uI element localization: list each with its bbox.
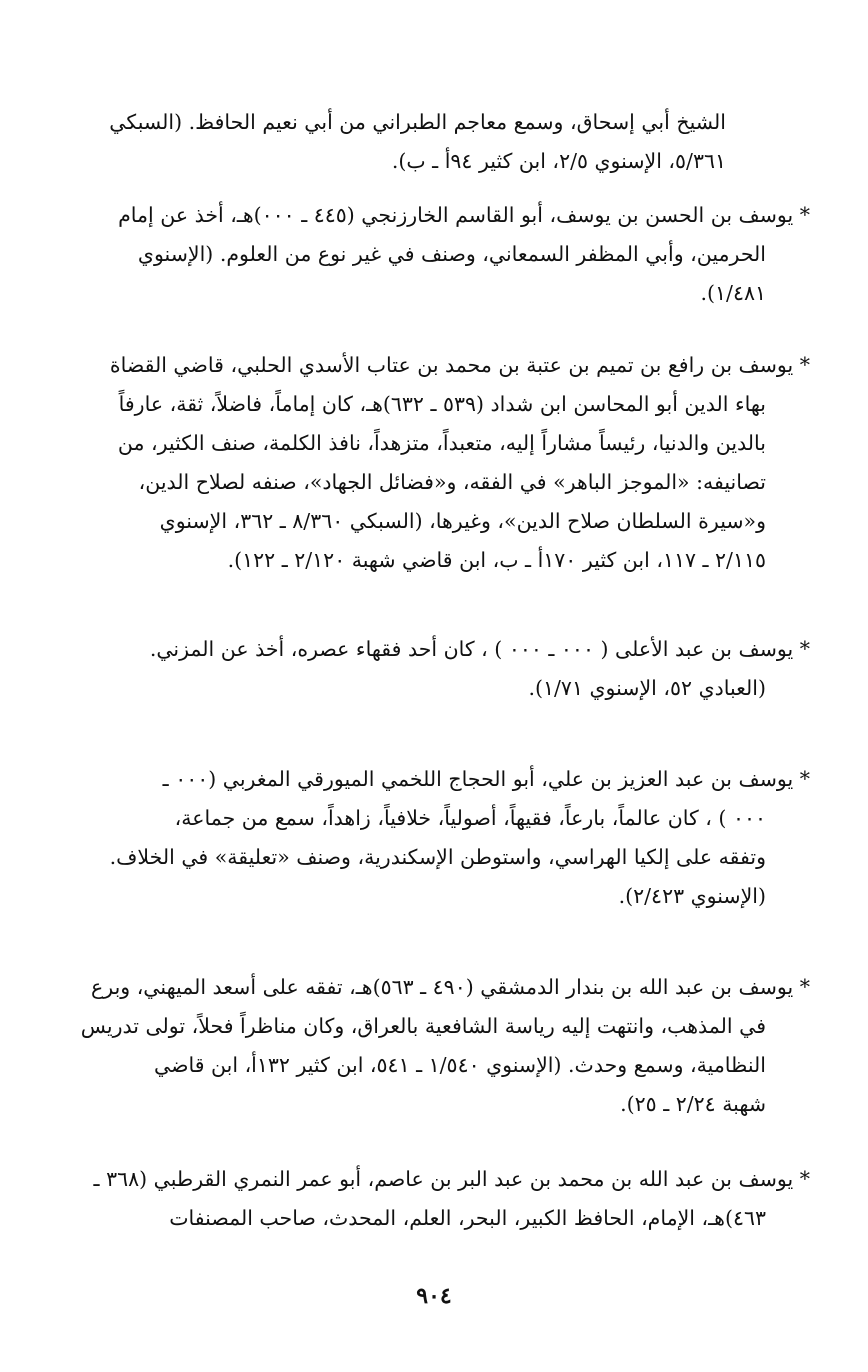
entry-line: * يوسف بن عبد الأعلى ( ٠٠٠ ـ ٠٠٠ ) ، كان أحد فقهاء عصره، أخذ عن المزني. — [149, 637, 810, 661]
biography-entry — [50, 346, 810, 580]
entry-line: النظامية، وسمع وحدث. (الإسنوي ١/٥٤٠ ـ ٥٤١، ابن كثير ١٣٢أ، ابن قاضي — [153, 1053, 766, 1077]
entry-line: * يوسف بن عبد العزيز بن علي، أبو الحجاج اللخمي الميورقي المغربي (٠٠٠ ـ — [162, 767, 810, 791]
entry-line: بهاء الدين أبو المحاسن ابن شداد (٥٣٩ ـ ٦٣٢)هـ، كان إماماً، فاضلاً، ثقة، عارفاً — [118, 392, 766, 416]
entry-line: بالدين والدنيا، رئيساً مشاراً إليه، متعبداً، متزهداً، نافذ الكلمة، صنف الكثير، من — [117, 431, 766, 455]
biography-entry — [50, 968, 810, 1124]
entry-line: تصانيفه: «الموجز الباهر» في الفقه، و«فضائل الجهاد»، صنفه لصلاح الدين، — [138, 470, 766, 494]
entry-line: * يوسف بن عبد الله بن بندار الدمشقي (٤٩٠ ـ ٥٦٣)هـ، تفقه على أسعد الميهني، وبرع — [91, 975, 810, 999]
entry-line: في المذهب، وانتهت إليه رياسة الشافعية بالعراق، وكان مناظراً فحلاً، تولى تدريس — [80, 1014, 766, 1038]
entry-line: شهبة ٢/٢٤ ـ ٢٥). — [620, 1092, 766, 1116]
entry-line: ٠٠٠ ) ، كان عالماً، بارعاً، فقيهاً، أصولياً، خلافياً، زاهداً، سمع من جماعة، — [174, 806, 766, 830]
entry-line: * يوسف بن رافع بن تميم بن عتبة بن محمد بن عتاب الأسدي الحلبي، قاضي القضاة — [109, 353, 810, 377]
entry-line: ٢/١١٥ ـ ١١٧، ابن كثير ١٧٠أ ـ ب، ابن قاضي شهبة ٢/١٢٠ ـ ١٢٢). — [227, 548, 766, 572]
biography-entry — [50, 196, 810, 313]
entry-continuation — [109, 103, 726, 181]
entry-line: ٤٦٣)هـ، الإمام، الحافظ الكبير، البحر، العلم، المحدث، صاحب المصنفات — [169, 1206, 766, 1230]
biography-entry — [50, 760, 810, 916]
entry-line: (الإسنوي ٢/٤٢٣). — [618, 884, 766, 908]
entry-line: ٥/٣٦١، الإسنوي ٢/٥، ابن كثير ٩٤أ ـ ب). — [391, 149, 726, 173]
entry-line: * يوسف بن الحسن بن يوسف، أبو القاسم الخارزنجي (٤٤٥ ـ ٠٠٠)هـ، أخذ عن إمام — [118, 203, 810, 227]
entry-line: و«سيرة السلطان صلاح الدين»، وغيرها، (السبكي ٨/٣٦٠ ـ ٣٦٢، الإسنوي — [159, 509, 766, 533]
entry-line: ١/٤٨١). — [700, 281, 766, 305]
biography-entry — [50, 630, 810, 708]
entry-line: الشيخ أبي إسحاق، وسمع معاجم الطبراني من أبي نعيم الحافظ. (السبكي — [109, 110, 726, 134]
page-number: ٩٠٤ — [416, 1283, 452, 1309]
entry-line: وتفقه على إلكيا الهراسي، واستوطن الإسكندرية، وصنف «تعليقة» في الخلاف. — [109, 845, 766, 869]
biography-entry — [50, 1160, 810, 1238]
entry-line: (العبادي ٥٢، الإسنوي ١/٧١). — [528, 676, 766, 700]
entry-line: * يوسف بن عبد الله بن محمد بن عبد البر بن عاصم، أبو عمر النمري القرطبي (٣٦٨ ـ — [93, 1167, 810, 1191]
entry-line: الحرمين، وأبي المظفر السمعاني، وصنف في غير نوع من العلوم. (الإسنوي — [137, 242, 766, 266]
